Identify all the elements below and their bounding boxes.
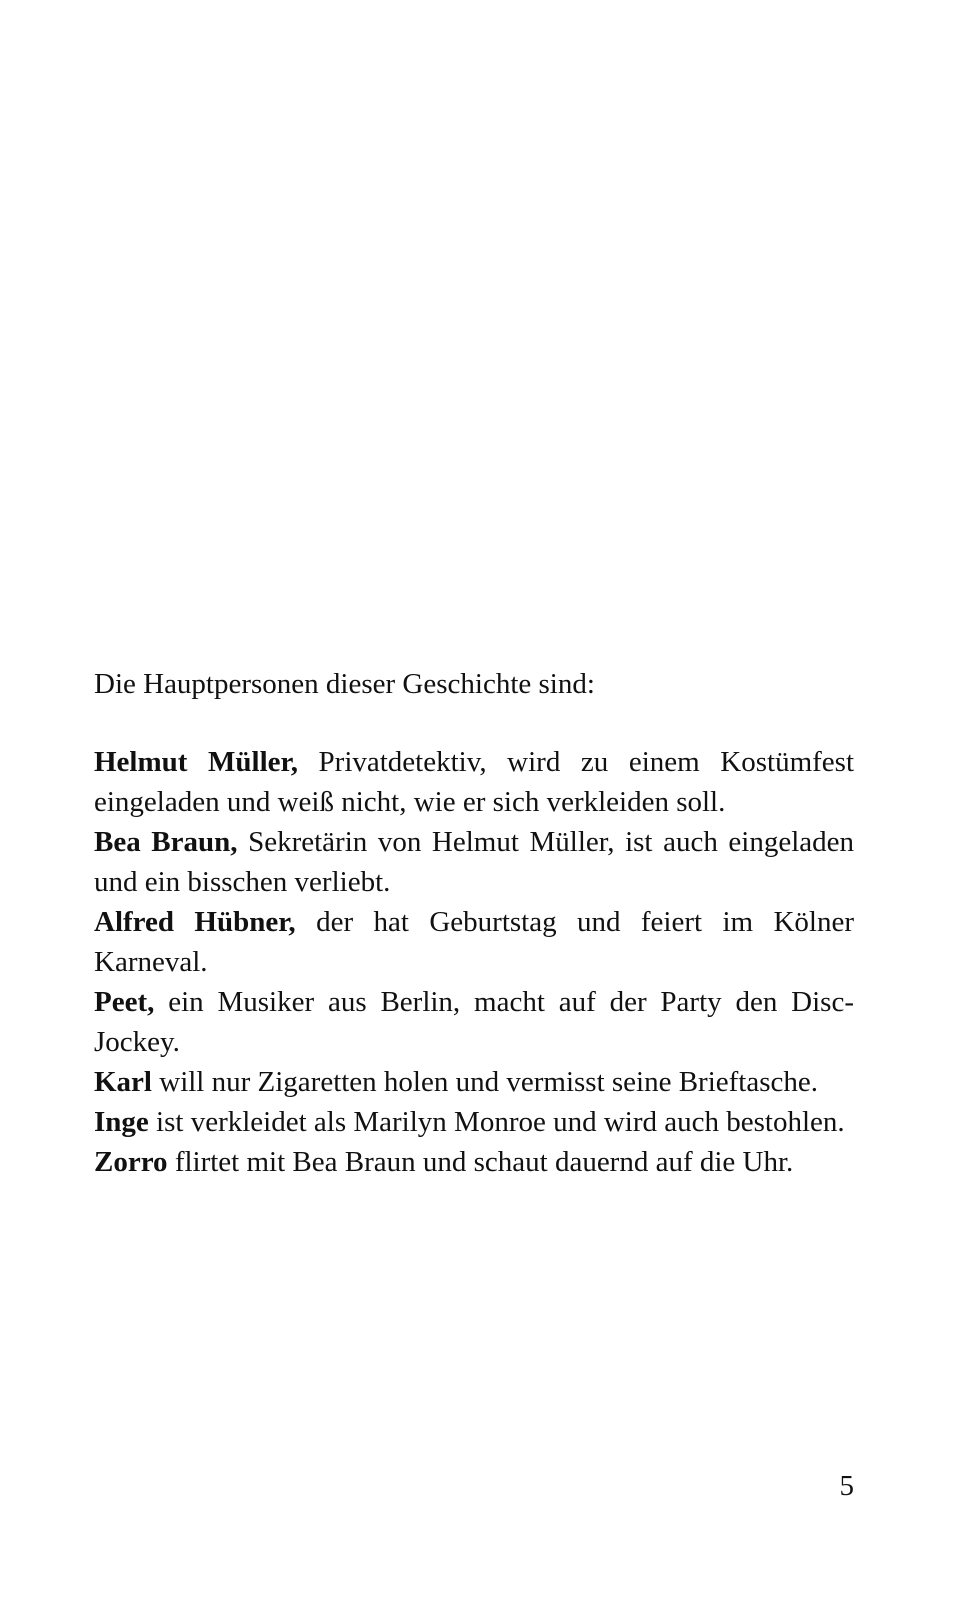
character-name: Karl [94,1066,152,1098]
character-entry-bea-braun [94,822,854,902]
character-list-section [94,664,854,1182]
character-description: ein Musiker aus Berlin, macht auf der Party den Disc-Jockey. [94,986,854,1058]
character-description: flirtet mit Bea Braun und schaut dauernd auf die Uhr. [167,1146,794,1178]
character-description: Privatdetektiv, wird zu einem Kostümfest eingeladen und weiß nicht, wie er sich verkleiden soll. [94,746,854,818]
character-description: will nur Zigaretten holen und vermisst seine Brieftasche. [152,1066,819,1098]
character-name: Helmut Müller, [94,746,298,778]
character-entry-karl [94,1062,854,1102]
character-entry-inge [94,1102,854,1142]
intro-heading: Die Hauptpersonen dieser Geschichte sind: [94,668,595,700]
page-number: 5 [839,1470,854,1502]
character-entry-alfred-huebner [94,902,854,982]
character-entry-peet [94,982,854,1062]
character-name: Zorro [94,1146,168,1178]
character-description: Sekretärin von Helmut Müller, ist auch eingeladen und ein bisschen verliebt. [94,826,854,898]
character-entry-zorro [94,1142,854,1182]
character-name: Alfred Hübner, [94,906,296,938]
character-description: ist verkleidet als Marilyn Monroe und wird auch bestohlen. [148,1106,845,1138]
character-name: Bea Braun, [94,826,238,858]
character-entry-helmut-mueller [94,742,854,822]
character-name: Peet, [94,986,155,1018]
character-description: der hat Geburtstag und feiert im Kölner Karneval. [94,906,855,978]
character-name: Inge [94,1106,149,1138]
